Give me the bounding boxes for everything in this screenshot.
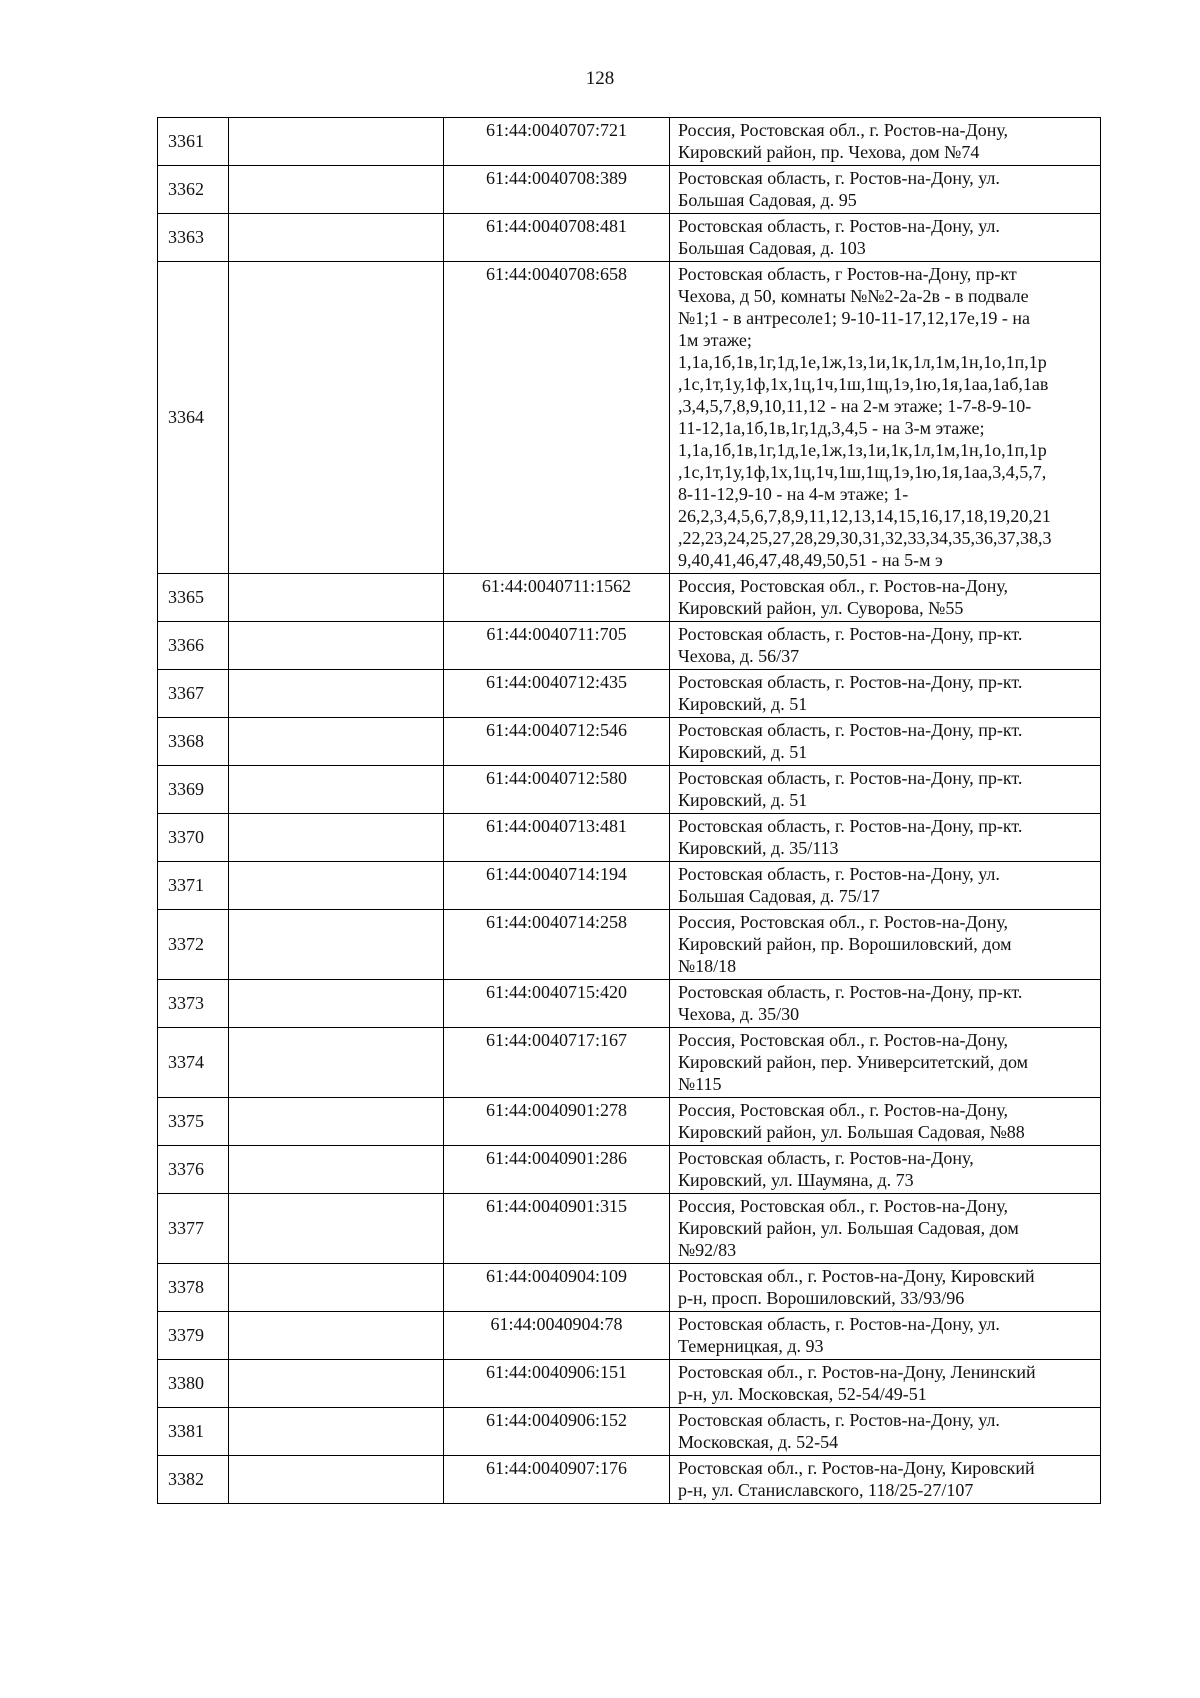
table-row — [158, 766, 1101, 814]
table-row — [158, 574, 1101, 622]
row-empty-cell — [229, 166, 444, 214]
row-number: 3377 — [158, 1194, 229, 1264]
address: Ростовская обл., г. Ростов-на-Дону, Кировский р-н, просп. Ворошиловский, 33/93/96 — [670, 1264, 1101, 1312]
row-empty-cell — [229, 670, 444, 718]
row-number: 3366 — [158, 622, 229, 670]
address: Россия, Ростовская обл., г. Ростов-на-Дону, Кировский район, пр. Чехова, дом №74 — [670, 118, 1101, 166]
address: Ростовская область, г. Ростов-на-Дону, пр-кт. Кировский, д. 51 — [670, 670, 1101, 718]
table-row — [158, 1098, 1101, 1146]
row-empty-cell — [229, 1456, 444, 1504]
cadastral-number: 61:44:0040712:435 — [444, 670, 670, 718]
row-number: 3372 — [158, 910, 229, 980]
address: Россия, Ростовская обл., г. Ростов-на-Дону, Кировский район, ул. Большая Садовая, дом №92/83 — [670, 1194, 1101, 1264]
row-empty-cell — [229, 766, 444, 814]
cadastral-number: 61:44:0040714:194 — [444, 862, 670, 910]
row-empty-cell — [229, 622, 444, 670]
cadastral-number: 61:44:0040904:109 — [444, 1264, 670, 1312]
address: Россия, Ростовская обл., г. Ростов-на-Дону, Кировский район, ул. Большая Садовая, №88 — [670, 1098, 1101, 1146]
address: Ростовская обл., г. Ростов-на-Дону, Ленинский р-н, ул. Московская, 52-54/49-51 — [670, 1360, 1101, 1408]
row-empty-cell — [229, 1098, 444, 1146]
cadastral-number: 61:44:0040711:705 — [444, 622, 670, 670]
row-number: 3376 — [158, 1146, 229, 1194]
table-row — [158, 980, 1101, 1028]
cadastral-number: 61:44:0040708:389 — [444, 166, 670, 214]
row-empty-cell — [229, 574, 444, 622]
address: Ростовская область, г. Ростов-на-Дону, Кировский, ул. Шаумяна, д. 73 — [670, 1146, 1101, 1194]
cadastral-number: 61:44:0040901:315 — [444, 1194, 670, 1264]
cadastral-number: 61:44:0040904:78 — [444, 1312, 670, 1360]
cadastral-number: 61:44:0040715:420 — [444, 980, 670, 1028]
row-number: 3362 — [158, 166, 229, 214]
table-row — [158, 670, 1101, 718]
page-number: 128 — [585, 68, 615, 89]
row-number: 3369 — [158, 766, 229, 814]
address: Ростовская область, г. Ростов-на-Дону, пр-кт. Чехова, д. 35/30 — [670, 980, 1101, 1028]
cadastral-number: 61:44:0040712:546 — [444, 718, 670, 766]
table-row — [158, 910, 1101, 980]
cadastral-number: 61:44:0040713:481 — [444, 814, 670, 862]
table-row — [158, 1408, 1101, 1456]
row-empty-cell — [229, 1264, 444, 1312]
cadastral-number: 61:44:0040708:658 — [444, 262, 670, 574]
row-number: 3381 — [158, 1408, 229, 1456]
table-row — [158, 118, 1101, 166]
cadastral-number: 61:44:0040901:286 — [444, 1146, 670, 1194]
table-row — [158, 262, 1101, 574]
cadastral-number: 61:44:0040717:167 — [444, 1028, 670, 1098]
table-row — [158, 814, 1101, 862]
address: Ростовская область, г Ростов-на-Дону, пр-кт Чехова, д 50, комнаты №№2-2а-2в - в подвале №1;1 - в антресоле1; 9-10-11-17,12,17е,19 - на 1м этаже; 1,1а,1б,1в,1г,1д,1е,1ж,1з,1и,1к,1л,1м,1н,1о,1п,1р ,1с,1т,1у,1ф,1х,1ц,1ч,1ш,1щ,1э,1ю,1я,1аа,1аб,1ав ,3,4,5,7,8,9,10,11,12 - на 2-м этаже; 1-7-8-9-10- 11-12,1а,1б,1в,1г,1д,3,4,5 - на 3-м этаже; 1,1а,1б,1в,1г,1д,1е,1ж,1з,1и,1к,1л,1м,1н,1о,1п,1р ,1с,1т,1у,1ф,1х,1ц,1ч,1ш,1щ,1э,1ю,1я,1аа,3,4,5,7, 8-11-12,9-10 - на 4-м этаже; 1- 26,2,3,4,5,6,7,8,9,11,12,13,14,15,16,17,18,19,20,21 ,22,23,24,25,27,28,29,30,31,32,33,34,35,36,37,38,3 9,40,41,46,47,48,49,50,51 - на 5-м э — [670, 262, 1101, 574]
row-number: 3382 — [158, 1456, 229, 1504]
row-number: 3380 — [158, 1360, 229, 1408]
address: Ростовская область, г. Ростов-на-Дону, пр-кт. Чехова, д. 56/37 — [670, 622, 1101, 670]
table-row — [158, 1264, 1101, 1312]
row-empty-cell — [229, 214, 444, 262]
row-empty-cell — [229, 1194, 444, 1264]
row-empty-cell — [229, 118, 444, 166]
address: Ростовская область, г. Ростов-на-Дону, пр-кт. Кировский, д. 51 — [670, 766, 1101, 814]
cadastral-number: 61:44:0040711:1562 — [444, 574, 670, 622]
address: Россия, Ростовская обл., г. Ростов-на-Дону, Кировский район, пр. Ворошиловский, дом №18/18 — [670, 910, 1101, 980]
row-empty-cell — [229, 262, 444, 574]
table-row — [158, 1456, 1101, 1504]
table-row — [158, 214, 1101, 262]
row-empty-cell — [229, 1408, 444, 1456]
row-empty-cell — [229, 910, 444, 980]
table-row — [158, 622, 1101, 670]
address: Ростовская обл., г. Ростов-на-Дону, Кировский р-н, ул. Станиславского, 118/25-27/107 — [670, 1456, 1101, 1504]
address: Ростовская область, г. Ростов-на-Дону, ул. Большая Садовая, д. 95 — [670, 166, 1101, 214]
row-empty-cell — [229, 980, 444, 1028]
table-row — [158, 718, 1101, 766]
table-row — [158, 1146, 1101, 1194]
row-number: 3374 — [158, 1028, 229, 1098]
table-row — [158, 1312, 1101, 1360]
table-body — [158, 118, 1101, 1504]
property-table — [157, 117, 1101, 1504]
row-empty-cell — [229, 1360, 444, 1408]
address: Ростовская область, г. Ростов-на-Дону, ул. Большая Садовая, д. 103 — [670, 214, 1101, 262]
row-number: 3367 — [158, 670, 229, 718]
cadastral-number: 61:44:0040714:258 — [444, 910, 670, 980]
row-number: 3364 — [158, 262, 229, 574]
row-empty-cell — [229, 1028, 444, 1098]
address: Ростовская область, г. Ростов-на-Дону, пр-кт. Кировский, д. 35/113 — [670, 814, 1101, 862]
table-row — [158, 1194, 1101, 1264]
row-number: 3363 — [158, 214, 229, 262]
row-number: 3361 — [158, 118, 229, 166]
address: Ростовская область, г. Ростов-на-Дону, ул. Темерницкая, д. 93 — [670, 1312, 1101, 1360]
row-number: 3370 — [158, 814, 229, 862]
cadastral-number: 61:44:0040707:721 — [444, 118, 670, 166]
address: Ростовская область, г. Ростов-на-Дону, ул. Большая Садовая, д. 75/17 — [670, 862, 1101, 910]
cadastral-number: 61:44:0040906:152 — [444, 1408, 670, 1456]
row-number: 3368 — [158, 718, 229, 766]
table-row — [158, 166, 1101, 214]
row-number: 3371 — [158, 862, 229, 910]
cadastral-number: 61:44:0040907:176 — [444, 1456, 670, 1504]
row-empty-cell — [229, 1312, 444, 1360]
address: Россия, Ростовская обл., г. Ростов-на-Дону, Кировский район, ул. Суворова, №55 — [670, 574, 1101, 622]
cadastral-number: 61:44:0040901:278 — [444, 1098, 670, 1146]
cadastral-number: 61:44:0040708:481 — [444, 214, 670, 262]
row-empty-cell — [229, 1146, 444, 1194]
row-number: 3365 — [158, 574, 229, 622]
address: Россия, Ростовская обл., г. Ростов-на-Дону, Кировский район, пер. Университетский, дом №115 — [670, 1028, 1101, 1098]
row-number: 3373 — [158, 980, 229, 1028]
row-number: 3379 — [158, 1312, 229, 1360]
address: Ростовская область, г. Ростов-на-Дону, пр-кт. Кировский, д. 51 — [670, 718, 1101, 766]
address: Ростовская область, г. Ростов-на-Дону, ул. Московская, д. 52-54 — [670, 1408, 1101, 1456]
cadastral-number: 61:44:0040712:580 — [444, 766, 670, 814]
row-empty-cell — [229, 814, 444, 862]
table-row — [158, 1028, 1101, 1098]
table-row — [158, 1360, 1101, 1408]
cadastral-number: 61:44:0040906:151 — [444, 1360, 670, 1408]
row-empty-cell — [229, 862, 444, 910]
row-empty-cell — [229, 718, 444, 766]
row-number: 3375 — [158, 1098, 229, 1146]
row-number: 3378 — [158, 1264, 229, 1312]
table-row — [158, 862, 1101, 910]
